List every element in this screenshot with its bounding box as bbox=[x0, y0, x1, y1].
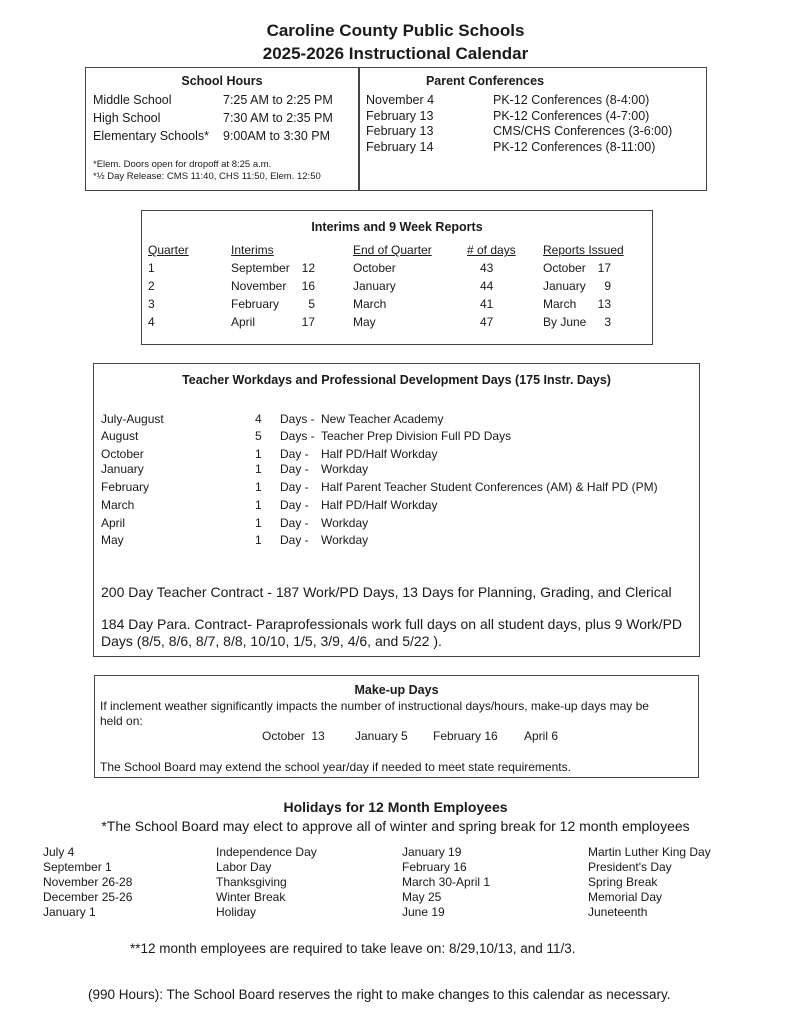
days-cell: 43 bbox=[480, 261, 494, 275]
workday-month: April bbox=[101, 516, 126, 530]
quarter-cell: 3 bbox=[148, 297, 155, 311]
days-cell: 44 bbox=[480, 279, 494, 293]
interim-day-cell: 17 bbox=[301, 315, 315, 329]
workday-month: August bbox=[101, 429, 139, 443]
workday-unit: Days - bbox=[280, 429, 315, 443]
end-of-quarter-cell: March bbox=[353, 297, 387, 311]
holiday-date: February 16 bbox=[402, 860, 467, 874]
makeup-days-box bbox=[94, 675, 699, 778]
makeup-date: October 13 bbox=[262, 729, 325, 743]
makeup-intro-line2: held on: bbox=[100, 714, 143, 728]
quarter-cell: 1 bbox=[148, 261, 155, 275]
holiday-date: September 1 bbox=[43, 860, 112, 874]
days-cell: 41 bbox=[480, 297, 494, 311]
holiday-date: January 19 bbox=[402, 845, 462, 859]
holiday-date: July 4 bbox=[43, 845, 75, 859]
workday-month: July-August bbox=[101, 412, 164, 426]
holiday-name: Labor Day bbox=[216, 860, 272, 874]
report-day-cell: 13 bbox=[597, 297, 611, 311]
interim-month-cell: November bbox=[231, 279, 287, 293]
holiday-name: Spring Break bbox=[588, 875, 658, 889]
workday-month: February bbox=[101, 480, 150, 494]
column-header-interims: Interims bbox=[231, 243, 274, 257]
workday-count: 1 bbox=[255, 480, 262, 494]
workday-unit: Days - bbox=[280, 412, 315, 426]
para-contract-text-line1: 184 Day Para. Contract- Paraprofessionals work full days on all student days, plus 9 Work/PD bbox=[101, 616, 683, 632]
report-day-cell: 17 bbox=[597, 261, 611, 275]
school-hours-note: *Elem. Doors open for dropoff at 8:25 a.m. bbox=[93, 159, 272, 170]
school-hours-time: 9:00AM to 3:30 PM bbox=[223, 129, 331, 143]
holiday-name: President's Day bbox=[588, 860, 672, 874]
holiday-name: Thanksgiving bbox=[216, 875, 287, 889]
interim-month-cell: April bbox=[231, 315, 256, 329]
interim-day-cell: 5 bbox=[308, 297, 315, 311]
document-subtitle: 2025-2026 Instructional Calendar bbox=[262, 44, 529, 63]
makeup-footer: The School Board may extend the school year/day if needed to meet state requirements. bbox=[100, 760, 571, 774]
column-header-quarter: Quarter bbox=[148, 243, 189, 257]
holiday-date: March 30-April 1 bbox=[402, 875, 491, 889]
conference-desc: PK-12 Conferences (8-11:00) bbox=[493, 140, 656, 154]
end-of-quarter-cell: May bbox=[353, 315, 376, 329]
workday-unit: Day - bbox=[280, 498, 309, 512]
holiday-name: Martin Luther King Day bbox=[588, 845, 711, 859]
holiday-date: May 25 bbox=[402, 890, 442, 904]
interims-box bbox=[141, 210, 653, 345]
holiday-date: January 1 bbox=[43, 905, 96, 919]
quarter-cell: 2 bbox=[148, 279, 155, 293]
workday-month: October bbox=[101, 447, 144, 461]
interims-heading: Interims and 9 Week Reports bbox=[311, 220, 483, 234]
conference-desc: CMS/CHS Conferences (3-6:00) bbox=[493, 124, 673, 138]
teacher-contract-text: 200 Day Teacher Contract - 187 Work/PD Days, 13 Days for Planning, Grading, and Clerical bbox=[101, 584, 672, 600]
makeup-intro-line1: If inclement weather significantly impacts the number of instructional days/hours, make-up days may be bbox=[100, 699, 649, 713]
para-contract-text-line2: Days (8/5, 8/6, 8/7, 8/8, 10/10, 1/5, 3/9, 4/6, and 5/22 ). bbox=[101, 633, 442, 649]
interim-day-cell: 12 bbox=[301, 261, 315, 275]
workday-unit: Day - bbox=[280, 447, 309, 461]
report-month-cell: By June bbox=[543, 315, 587, 329]
workday-count: 1 bbox=[255, 533, 262, 547]
workday-count: 5 bbox=[255, 429, 262, 443]
school-hours-label: Elementary Schools* bbox=[93, 129, 210, 143]
report-month-cell: January bbox=[543, 279, 586, 293]
workday-desc: Workday bbox=[321, 533, 369, 547]
holidays-subheading: *The School Board may elect to approve all of winter and spring break for 12 month employees bbox=[101, 818, 690, 834]
holiday-date: November 26-28 bbox=[43, 875, 133, 889]
report-day-cell: 9 bbox=[604, 279, 611, 293]
workday-desc: Half Parent Teacher Student Conferences (AM) & Half PD (PM) bbox=[321, 480, 658, 494]
workday-month: March bbox=[101, 498, 135, 512]
workday-unit: Day - bbox=[280, 462, 309, 476]
workday-desc: Workday bbox=[321, 516, 369, 530]
column-header-reports-issued: Reports Issued bbox=[543, 243, 624, 257]
holiday-date: December 25-26 bbox=[43, 890, 133, 904]
holiday-name: Holiday bbox=[216, 905, 257, 919]
end-of-quarter-cell: October bbox=[353, 261, 396, 275]
conference-date: February 13 bbox=[366, 124, 434, 138]
holiday-name: Memorial Day bbox=[588, 890, 663, 904]
workday-unit: Day - bbox=[280, 533, 309, 547]
parent-conferences-heading: Parent Conferences bbox=[425, 74, 545, 88]
workday-month: January bbox=[101, 462, 144, 476]
workday-count: 4 bbox=[255, 412, 262, 426]
leave-note: **12 month employees are required to take leave on: 8/29,10/13, and 11/3. bbox=[130, 941, 576, 956]
document-title: Caroline County Public Schools bbox=[266, 21, 525, 40]
workday-desc: Teacher Prep Division Full PD Days bbox=[321, 429, 512, 443]
makeup-date: February 16 bbox=[433, 729, 498, 743]
quarter-cell: 4 bbox=[148, 315, 155, 329]
workday-desc: New Teacher Academy bbox=[321, 412, 444, 426]
conference-desc: PK-12 Conferences (8-4:00) bbox=[493, 93, 650, 107]
report-month-cell: October bbox=[543, 261, 586, 275]
workday-unit: Day - bbox=[280, 480, 309, 494]
holiday-name: Juneteenth bbox=[588, 905, 648, 919]
makeup-date: April 6 bbox=[524, 729, 559, 743]
disclaimer: (990 Hours): The School Board reserves the right to make changes to this calendar as necessary. bbox=[88, 987, 671, 1002]
workday-desc: Half PD/Half Workday bbox=[321, 447, 438, 461]
holiday-date: June 19 bbox=[402, 905, 445, 919]
school-hours-time: 7:25 AM to 2:25 PM bbox=[223, 93, 333, 107]
conference-desc: PK-12 Conferences (4-7:00) bbox=[493, 109, 650, 123]
column-header-days: # of days bbox=[467, 243, 516, 257]
report-month-cell: March bbox=[543, 297, 577, 311]
column-header-end-of-quarter: End of Quarter bbox=[353, 243, 432, 257]
workday-count: 1 bbox=[255, 447, 262, 461]
report-day-cell: 3 bbox=[604, 315, 611, 329]
workday-unit: Day - bbox=[280, 516, 309, 530]
hours-conferences-box bbox=[85, 67, 707, 191]
interim-month-cell: September bbox=[231, 261, 290, 275]
conference-date: February 14 bbox=[366, 140, 434, 154]
makeup-date: January 5 bbox=[355, 729, 408, 743]
school-hours-heading: School Hours bbox=[181, 74, 263, 88]
interim-month-cell: February bbox=[231, 297, 280, 311]
workday-desc: Workday bbox=[321, 462, 369, 476]
holiday-name: Independence Day bbox=[216, 845, 317, 859]
workday-desc: Half PD/Half Workday bbox=[321, 498, 438, 512]
holidays-heading: Holidays for 12 Month Employees bbox=[283, 799, 508, 815]
school-hours-label: Middle School bbox=[93, 93, 172, 107]
holiday-name: Winter Break bbox=[216, 890, 286, 904]
school-hours-note: *½ Day Release: CMS 11:40, CHS 11:50, Elem. 12:50 bbox=[93, 171, 321, 182]
end-of-quarter-cell: January bbox=[353, 279, 396, 293]
workdays-box bbox=[93, 363, 700, 657]
workday-count: 1 bbox=[255, 498, 262, 512]
school-hours-label: High School bbox=[93, 111, 161, 125]
makeup-days-heading: Make-up Days bbox=[354, 683, 439, 697]
days-cell: 47 bbox=[480, 315, 494, 329]
conference-date: November 4 bbox=[366, 93, 435, 107]
interim-day-cell: 16 bbox=[301, 279, 315, 293]
workday-month: May bbox=[101, 533, 124, 547]
school-hours-time: 7:30 AM to 2:35 PM bbox=[223, 111, 333, 125]
workday-count: 1 bbox=[255, 516, 262, 530]
conference-date: February 13 bbox=[366, 109, 434, 123]
workday-count: 1 bbox=[255, 462, 262, 476]
workdays-heading: Teacher Workdays and Professional Development Days (175 Instr. Days) bbox=[182, 373, 611, 387]
